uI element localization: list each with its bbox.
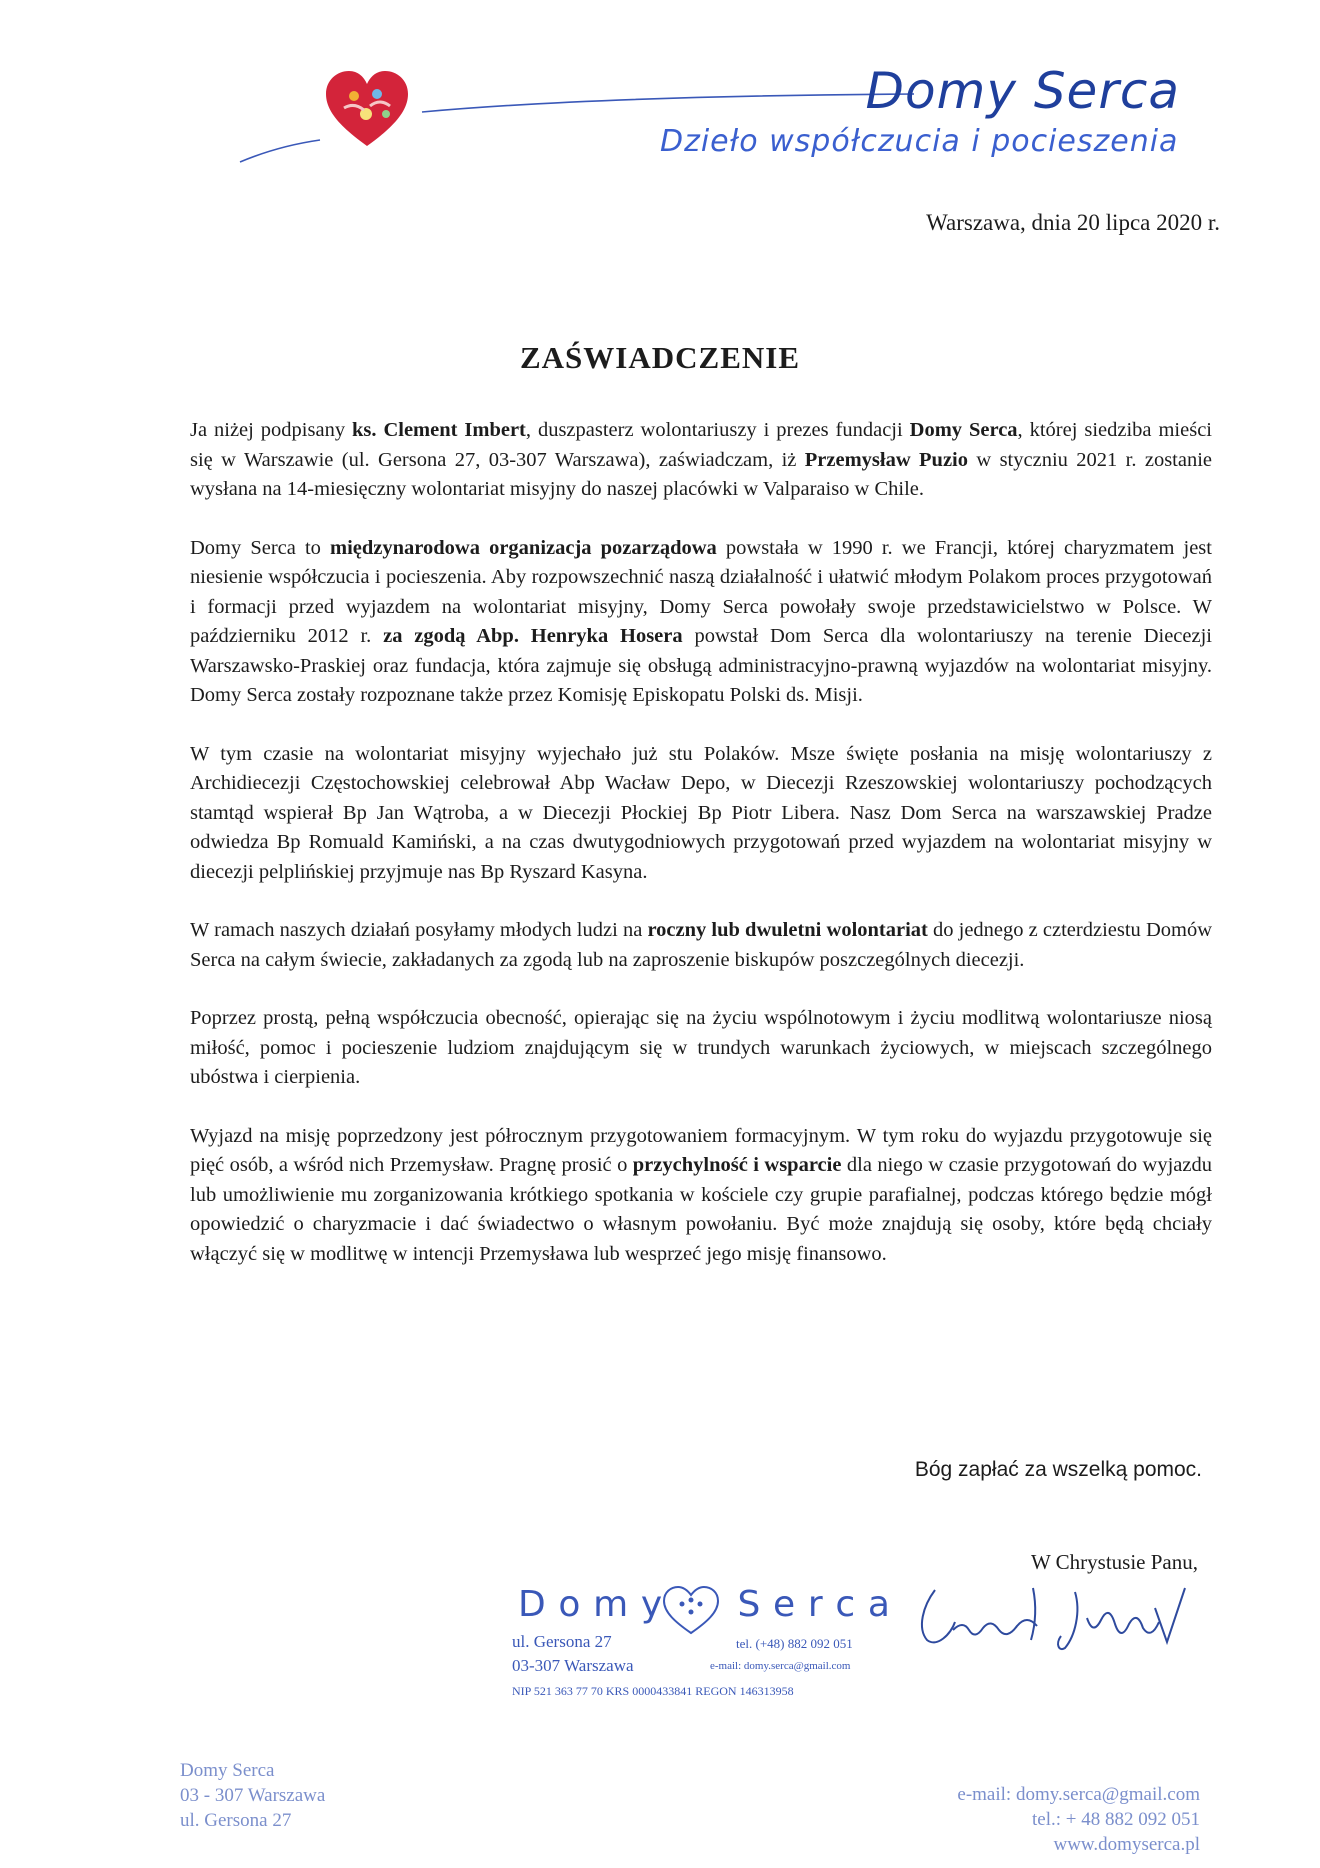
footer-street: ul. Gersona 27: [180, 1810, 292, 1831]
paragraph-history: W tym czasie na wolontariat misyjny wyjechało już stu Polaków. Msze święte posłania na misję wolontariuszy z Archidiecezji Częstochowskiej celebrował Abp Wacław Depo, w Diecezji Rzeszowskiej wolontariuszy pochodzących stamtąd wspierał Bp Jan Wątroba, a w Diecezji Płockiej Bp Piotr Libera. Nasz Dom Serca na warszawskiej Pradze odwiedza Bp Romuald Kamiński, a na czas dwutygodniowych przygotowań przed wyjazdem na wolontariat misyjny w diecezji pelplińskiej przyjmuje nas Bp Ryszard Kasyna.: [190, 742, 1212, 883]
stamp-letter: r: [807, 1584, 833, 1625]
footer-contact: [957, 1782, 1200, 1857]
text: powstała w 1990 r. we Francji, której charyzmatem jest niesienie współczucia i pocieszenia. Aby rozpowszechnić naszą działalność i ułatwić młodym Polakom proces przygotowań i formacji przed wyjazdem na wolontariat misyjny, Domy Serca powołały swoje przedstawicielstwo w Polsce. W październiku 2012 r.: [190, 536, 1212, 647]
text: w styczniu 2021 r. zostanie wysłana na 14-miesięczny wolontariat misyjny do naszej placówki w Valparaiso w Chile.: [190, 448, 1213, 500]
volunteer-name: Przemysław Puzio: [804, 448, 969, 471]
text: , której siedziba mieści się w Warszawie (ul. Gersona 27, 03-307 Warszawa), zaświadczam, iż: [190, 419, 1212, 471]
stamp-street: ul. Gersona 27: [512, 1632, 612, 1651]
brand-name: Domy Serca: [865, 62, 1180, 120]
text: powstał Dom Serca dla wolontariuszy na terenie Diecezji Warszawsko-Praskiej oraz fundacja, która zajmuje się obsługą administracyjno-prawną wyjazdów na wolontariat misyjny. Domy Serca zostały rozpoznane także przez Komisję Episkopatu Polski ds. Misji.: [190, 625, 1212, 706]
text: dla niego w czasie przygotowań do wyjazdu lub umożliwienie mu zorganizowania krótkiego spotkania w kościele czy grupie parafialnej, podczas którego będzie mógł opowiedzić o charyzmacie i dać świadectwo o własnym powołaniu. Być może znajdują się osoby, które będą chciały włączyć się w modlitwę w intencji Przemysława lub wesprzeć jego misję finansowo.: [190, 1154, 1213, 1265]
paragraph-request: [190, 1122, 1212, 1270]
stamp-letter: D: [518, 1584, 556, 1625]
stamp-letter: y: [640, 1584, 673, 1625]
highlight: przychylność i wsparcie: [632, 1154, 842, 1176]
stamp-phone: tel. (+48) 882 092 051: [736, 1636, 853, 1651]
organization-stamp: [510, 1584, 900, 1704]
highlight: międzynarodowa organizacja pozarządowa: [330, 536, 717, 559]
handwritten-signature: [905, 1578, 1215, 1658]
text: , duszpasterz wolontariuszy i prezes fundacji: [525, 419, 910, 441]
footer-address: [180, 1758, 325, 1833]
stamp-letter: c: [835, 1584, 866, 1625]
highlight: roczny lub dwuletni wolontariat: [647, 919, 928, 941]
stamp-registry: NIP 521 363 77 70 KRS 0000433841 REGON 146313958: [512, 1684, 794, 1698]
stamp-letter: o: [558, 1584, 591, 1625]
stamp-heart-icon: [660, 1584, 722, 1636]
stamp-letter: m: [593, 1584, 639, 1625]
stamp-letter: a: [867, 1584, 900, 1625]
footer-website: www.domyserca.pl: [1053, 1834, 1200, 1855]
text: Wyjazd na misję poprzedzony jest półrocznym przygotowaniem formacyjnym. W tym roku do wyjazdu przygotowuje się pięć osób, a wśród nich Przemysław. Pragnę prosić o: [190, 1124, 1212, 1176]
signatory-name: ks. Clement Imbert: [352, 419, 526, 441]
footer-postal-code: 03 - 307 Warszawa: [180, 1785, 326, 1806]
footer-phone: tel.: + 48 882 092 051: [1032, 1809, 1200, 1830]
foundation-name: Domy Serca: [909, 419, 1018, 441]
letter-body: [190, 416, 1212, 1298]
stamp-letter: e: [773, 1584, 806, 1625]
text: Domy Serca to: [190, 536, 331, 559]
text: Ja niżej podpisany: [190, 419, 353, 441]
text: W ramach naszych działań posyłamy młodych ludzi na: [190, 919, 648, 941]
closing-salutation: W Chrystusie Panu,: [1030, 1550, 1198, 1574]
closing-thanks: Bóg zapłać za wszelką pomoc.: [914, 1458, 1202, 1481]
document-title: ZAŚWIADCZENIE: [519, 340, 800, 375]
stamp-email: e-mail: domy.serca@gmail.com: [710, 1660, 851, 1672]
letter-date: Warszawa, dnia 20 lipca 2020 r.: [926, 210, 1220, 235]
paragraph-intro: [190, 416, 1212, 505]
brand-tagline: Dzieło współczucia i pocieszenia: [660, 124, 1179, 159]
stamp-letter: S: [737, 1584, 771, 1625]
stamp-city: 03-307 Warszawa: [512, 1656, 634, 1675]
paragraph-mission: Poprzez prostą, pełną współczucia obecność, opierając się na życiu wspólnotowym i życiu modlitwą wolontariusze niosą miłość, pomoc i pocieszenie ludziom znajdującym się w trundych warunkach życiowych, w miejscach szczególnego ubóstwa i cierpienia.: [190, 1007, 1212, 1088]
paragraph-activities: [190, 916, 1212, 975]
highlight: za zgodą Abp. Henryka Hosera: [383, 625, 683, 647]
footer-email: e-mail: domy.serca@gmail.com: [957, 1784, 1200, 1805]
footer-org-name: Domy Serca: [180, 1760, 275, 1781]
paragraph-organization: [190, 534, 1212, 711]
text: do jednego z czterdziestu Domów Serca na całym świecie, zakładanych za zgodą lub na zaproszenie biskupów poszczególnych diecezji.: [190, 919, 1212, 971]
